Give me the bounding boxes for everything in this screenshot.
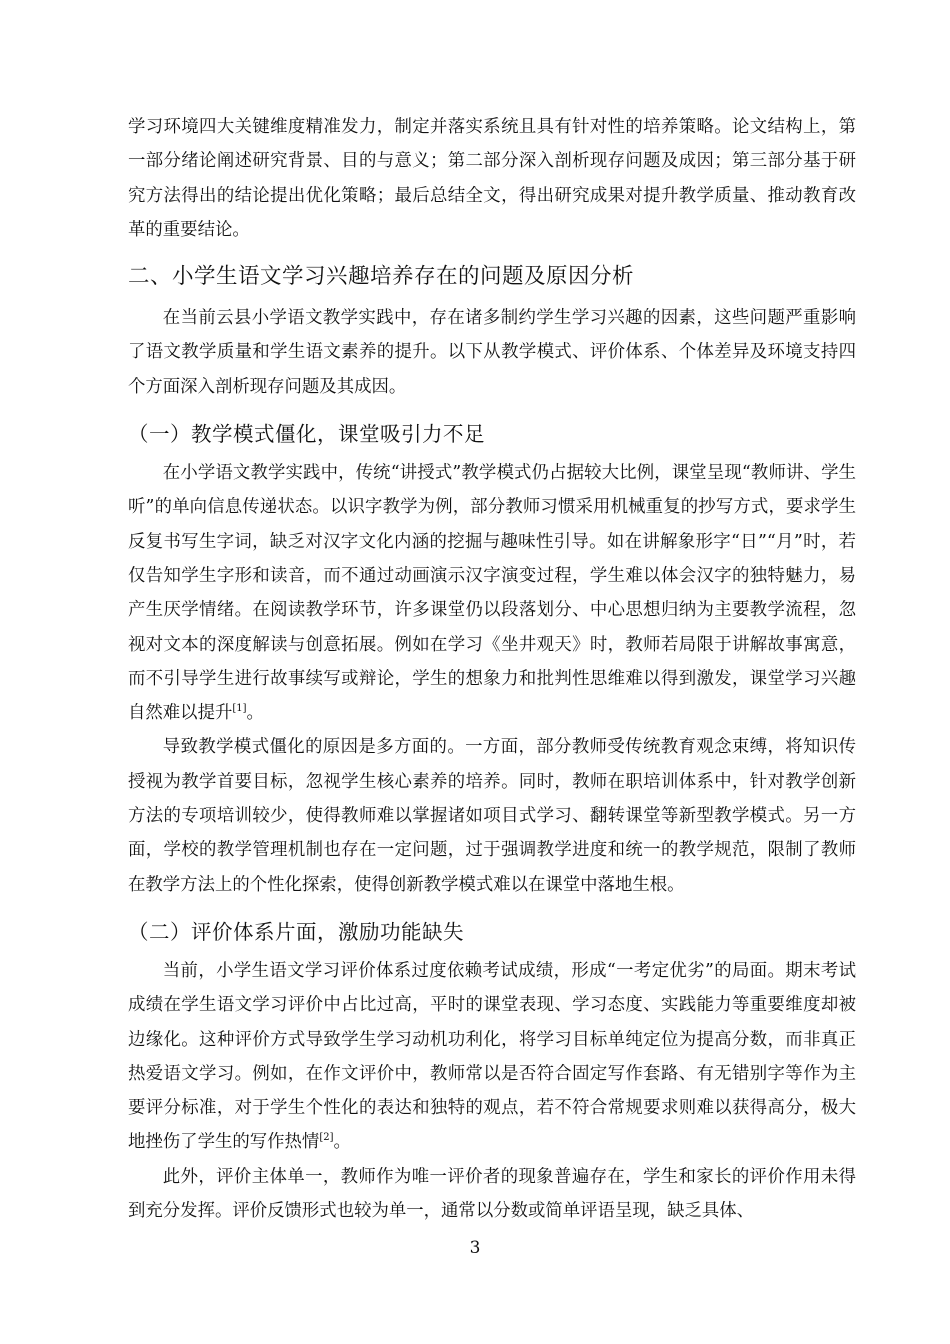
paragraph-text: 在当前云县小学语文教学实践中，存在诸多制约学生学习兴趣的因素，这些问题严重影响了语文教学质量和学生语文素养的提升。以下从教学模式、评价体系、个体差异及环境支持四个方面深入剖析现存问题及其成因。 — [128, 308, 856, 397]
citation-marker: [2] — [319, 1132, 334, 1144]
teaching-mode-causes-paragraph — [128, 730, 856, 901]
section-intro-paragraph — [128, 301, 856, 404]
citation-marker: [1] — [232, 703, 247, 715]
paragraph-text: 当前，小学生语文学习评价体系过度依赖考试成绩，形成“一考定优劣”的局面。期末考试成绩在学生语文学习评价中占比过高，平时的课堂表现、学习态度、实践能力等重要维度却被边缘化。这种评价方式导致学生学习动机功利化，将学习目标单纯定位为提高分数，而非真正热爱语文学习。例如，在作文评价中，教师常以是否符合固定写作套路、有无错别字等作为主要评分标准，对于学生个性化的表达和独特的观点，若不符合常规要求则难以获得高分，极大地挫伤了学生的写作热情 — [128, 960, 856, 1153]
section-heading: 二、小学生语文学习兴趣培养存在的问题及原因分析 — [128, 264, 635, 290]
paragraph-text: 学习环境四大关键维度精准发力，制定并落实系统且具有针对性的培养策略。论文结构上，第一部分绪论阐述研究背景、目的与意义；第二部分深入剖析现存问题及成因；第三部分基于研究方法得出的结论提出优化策略；最后总结全文，得出研究成果对提升教学质量、推动教育改革的重要结论。 — [128, 117, 856, 240]
sentence-end: 。 — [333, 1132, 351, 1153]
page-number: 3 — [469, 1238, 481, 1258]
paragraph-text: 导致教学模式僵化的原因是多方面的。一方面，部分教师受传统教育观念束缚，将知识传授视为教学首要目标，忽视学生核心素养的培养。同时，教师在职培训体系中，针对教学创新方法的专项培训较少，使得教师难以掌握诸如项目式学习、翻转课堂等新型教学模式。另一方面，学校的教学管理机制也存在一定问题，过于强调教学进度和统一的教学规范，限制了教师在教学方法上的个性化探索，使得创新教学模式难以在课堂中落地生根。 — [128, 737, 856, 895]
evaluation-subject-paragraph — [128, 1160, 856, 1229]
subsection-heading-2: （二）评价体系片面，激励功能缺失 — [128, 919, 464, 944]
page-body — [128, 110, 856, 1228]
subsection-heading-1: （一）教学模式僵化，课堂吸引力不足 — [128, 422, 485, 447]
sentence-end: 。 — [246, 703, 264, 724]
paragraph-text: 此外，评价主体单一，教师作为唯一评价者的现象普遍存在，学生和家长的评价作用未得到充分发挥。评价反馈形式也较为单一，通常以分数或简单评语呈现，缺乏具体、 — [128, 1166, 856, 1222]
intro-paragraph-continuation — [128, 110, 856, 247]
teaching-mode-paragraph — [128, 456, 856, 730]
evaluation-paragraph — [128, 954, 856, 1160]
paragraph-text: 在小学语文教学实践中，传统“讲授式”教学模式仍占据较大比例，课堂呈现“教师讲、学生听”的单向信息传递状态。以识字教学为例，部分教师习惯采用机械重复的抄写方式，要求学生反复书写生字词，缺乏对汉字文化内涵的挖掘与趣味性引导。如在讲解象形字“日”“月”时，若仅告知学生字形和读音，而不通过动画演示汉字演变过程，学生难以体会汉字的独特魅力，易产生厌学情绪。在阅读教学环节，许多课堂仍以段落划分、中心思想归纳为主要教学流程，忽视对文本的深度解读与创意拓展。例如在学习《坐井观天》时，教师若局限于讲解故事寓意，而不引导学生进行故事续写或辩论，学生的想象力和批判性思维难以得到激发，课堂学习兴趣自然难以提升 — [128, 463, 856, 724]
